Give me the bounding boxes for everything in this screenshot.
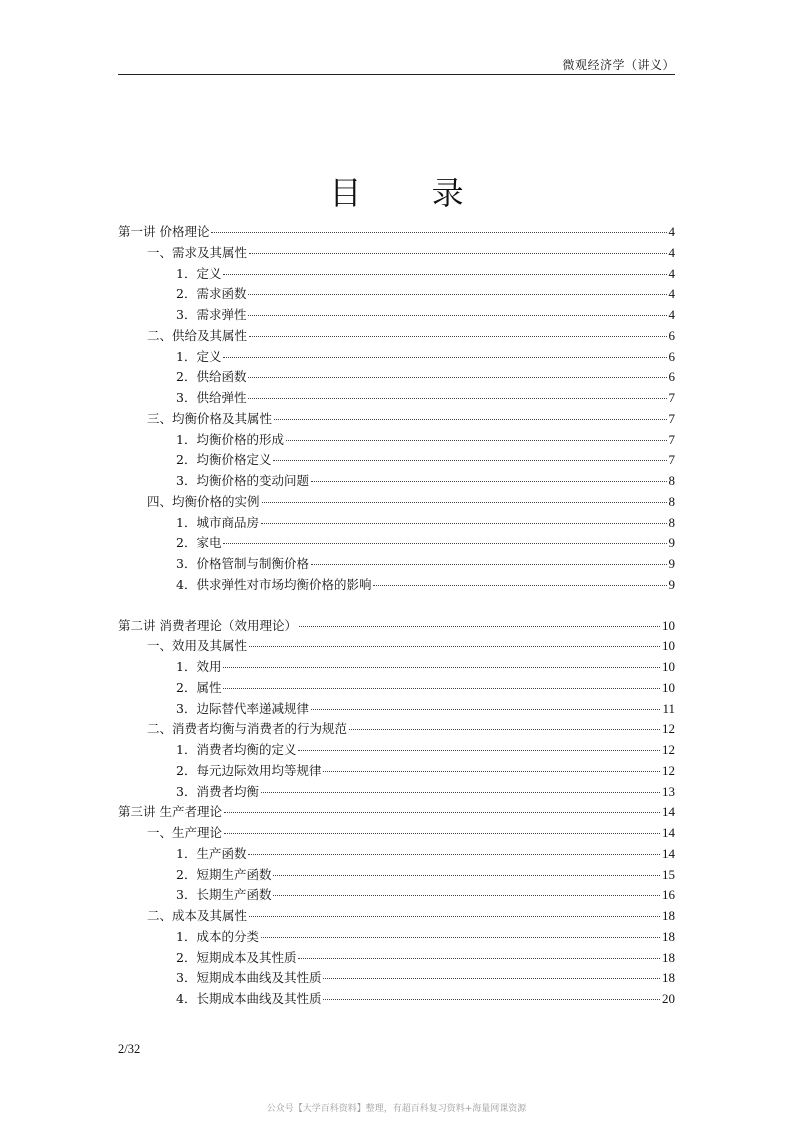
toc-entry-label: 二、成本及其属性	[147, 908, 248, 923]
toc-entry-label: 三、均衡价格及其属性	[147, 410, 273, 426]
toc-entry[interactable]	[118, 492, 675, 513]
toc-entry[interactable]	[118, 948, 675, 969]
toc-entry-label: 一、生产理论	[147, 825, 223, 840]
toc-dot-leader	[249, 336, 666, 337]
toc-dot-leader	[261, 792, 660, 793]
toc-dot-leader	[273, 895, 660, 896]
toc-entry-label: 1．定义	[176, 265, 222, 281]
toc-entry-page: 8	[668, 473, 675, 488]
toc-dot-leader	[262, 502, 667, 503]
toc-dot-leader	[223, 667, 660, 668]
toc-entry-page: 10	[662, 638, 675, 654]
toc-entry-label: 2．家电	[176, 535, 222, 551]
toc-entry-label: 3．价格管制与制衡价格	[176, 556, 309, 571]
toc-entry[interactable]	[118, 989, 675, 1010]
toc-entry-page: 16	[662, 887, 675, 903]
toc-entry[interactable]	[118, 367, 675, 388]
toc-entry[interactable]	[118, 968, 675, 989]
toc-entry-page: 14	[662, 825, 675, 840]
toc-dot-leader	[298, 958, 660, 959]
toc-dot-leader	[223, 274, 666, 275]
toc-entry-label: 第一讲 价格理论	[118, 224, 210, 239]
toc-entry-page: 11	[662, 700, 675, 716]
toc-dot-leader	[211, 232, 666, 233]
toc-entry-page: 8	[668, 514, 675, 530]
toc-entry-page: 18	[662, 908, 675, 923]
toc-dot-leader	[311, 564, 667, 565]
toc-entry-label: 3．供给弹性	[176, 390, 247, 405]
toc-dot-leader	[373, 585, 666, 586]
footer-watermark-note: 公众号【大学百科资料】整理，有超百科复习资料+海量网课资源	[266, 1104, 527, 1114]
toc-dot-leader	[249, 916, 660, 917]
toc-entry[interactable]	[118, 906, 675, 927]
toc-entry-page: 9	[668, 576, 675, 592]
toc-entry-page: 4	[668, 244, 675, 260]
toc-entry[interactable]	[118, 284, 675, 305]
toc-entry-page: 20	[662, 991, 675, 1006]
toc-dot-leader	[248, 854, 660, 855]
toc-entry-page: 6	[668, 348, 675, 364]
toc-entry-page: 8	[668, 493, 675, 509]
toc-entry-label: 二、消费者均衡与消费者的行为规范	[147, 721, 348, 737]
toc-entry-label: 2．短期生产函数	[176, 866, 272, 882]
toc-entry-page: 4	[668, 307, 675, 322]
toc-entry[interactable]	[118, 823, 675, 844]
header-divider	[118, 74, 675, 75]
toc-entry[interactable]	[118, 844, 675, 865]
toc-entry[interactable]	[118, 761, 675, 782]
toc-entry-label: 四、均衡价格的实例	[147, 493, 260, 509]
toc-entry-label: 3．均衡价格的变动问题	[176, 473, 309, 488]
toc-entry-label: 2．均衡价格定义	[176, 452, 272, 468]
toc-dot-leader	[323, 978, 660, 979]
toc-dot-leader	[249, 253, 666, 254]
toc-dot-leader	[224, 812, 660, 813]
page-number: 2/32	[118, 1042, 141, 1056]
toc-entry-label: 3．消费者均衡	[176, 783, 259, 799]
toc-entry-page: 4	[668, 265, 675, 281]
toc-entry[interactable]	[118, 678, 675, 699]
toc-dot-leader	[323, 771, 660, 772]
toc-entry-label: 2．供给函数	[176, 369, 247, 385]
toc-entry-page: 4	[668, 224, 675, 239]
toc-dot-leader	[223, 357, 666, 358]
toc-dot-leader	[248, 377, 666, 378]
toc-entry-page: 14	[662, 804, 675, 820]
toc-dot-leader	[298, 750, 660, 751]
toc-entry[interactable]	[118, 471, 675, 492]
toc-dot-leader	[248, 398, 666, 399]
toc-entry-page: 18	[662, 949, 675, 965]
toc-entry[interactable]	[118, 513, 675, 534]
toc-dot-leader	[248, 315, 666, 316]
toc-entry-label: 2．每元边际效用均等规律	[176, 762, 322, 778]
toc-entry[interactable]	[118, 533, 675, 554]
toc-dot-leader	[311, 709, 661, 710]
toc-entry-label: 1．均衡价格的形成	[176, 431, 284, 447]
toc-dot-leader	[223, 543, 666, 544]
toc-entry-page: 10	[662, 679, 675, 695]
toc-entry[interactable]	[118, 388, 675, 409]
toc-entry-label: 2．短期成本及其性质	[176, 949, 297, 965]
toc-entry-page: 6	[668, 369, 675, 385]
toc-entry[interactable]	[118, 657, 675, 678]
toc-entry-page: 7	[668, 390, 675, 405]
toc-entry-label: 2．需求函数	[176, 286, 247, 302]
toc-entry-label: 4．长期成本曲线及其性质	[176, 991, 322, 1006]
toc-entry[interactable]	[118, 782, 675, 803]
toc-entry-label: 1．成本的分类	[176, 928, 259, 944]
toc-dot-leader	[286, 440, 667, 441]
toc-entry[interactable]	[118, 409, 675, 430]
toc-entry-page: 13	[662, 783, 675, 799]
toc-dot-leader	[249, 646, 660, 647]
toc-entry-label: 第二讲 消费者理论（效用理论）	[118, 617, 297, 633]
table-of-contents	[118, 222, 675, 1010]
toc-entry[interactable]	[118, 305, 675, 326]
toc-entry[interactable]	[118, 575, 675, 596]
page-title: 目 录	[329, 174, 494, 212]
toc-entry-page: 14	[662, 845, 675, 861]
toc-entry-label: 1．城市商品房	[176, 514, 259, 530]
toc-entry-page: 6	[668, 327, 675, 343]
toc-entry-label: 二、供给及其属性	[147, 327, 248, 343]
toc-entry[interactable]	[118, 243, 675, 264]
toc-entry-page: 7	[668, 452, 675, 468]
toc-entry-label: 1．定义	[176, 348, 222, 364]
toc-entry-page: 10	[662, 617, 675, 633]
toc-entry-page: 7	[668, 431, 675, 447]
toc-dot-leader	[261, 523, 667, 524]
toc-dot-leader	[299, 626, 660, 627]
toc-dot-leader	[274, 419, 666, 420]
toc-entry-label: 第三讲 生产者理论	[118, 804, 222, 820]
toc-entry-label: 一、需求及其属性	[147, 244, 248, 260]
toc-entry-page: 9	[668, 556, 675, 571]
toc-entry[interactable]	[118, 222, 675, 243]
toc-entry-page: 10	[662, 659, 675, 674]
toc-entry[interactable]	[118, 740, 675, 761]
toc-entry-label: 4．供求弹性对市场均衡价格的影响	[176, 576, 372, 592]
toc-entry-page: 12	[662, 721, 675, 737]
toc-entry[interactable]	[118, 636, 675, 657]
toc-entry[interactable]	[118, 450, 675, 471]
toc-entry-page: 15	[662, 866, 675, 882]
toc-entry[interactable]	[118, 616, 675, 637]
toc-entry[interactable]	[118, 264, 675, 285]
toc-entry[interactable]	[118, 802, 675, 823]
toc-entry[interactable]	[118, 554, 675, 575]
running-header: 微观经济学（讲义）	[562, 58, 675, 72]
toc-entry-page: 12	[662, 742, 675, 757]
toc-dot-leader	[261, 937, 660, 938]
toc-entry[interactable]	[118, 430, 675, 451]
toc-dot-leader	[311, 481, 667, 482]
toc-entry-page: 18	[662, 928, 675, 944]
toc-entry[interactable]	[118, 865, 675, 886]
toc-dot-leader	[273, 875, 660, 876]
toc-dot-leader	[223, 688, 660, 689]
toc-entry-label: 3．需求弹性	[176, 307, 247, 322]
toc-entry-page: 4	[668, 286, 675, 302]
toc-entry[interactable]	[118, 699, 675, 720]
toc-entry-label: 3．长期生产函数	[176, 887, 272, 903]
toc-entry-label: 3．短期成本曲线及其性质	[176, 970, 322, 986]
toc-entry-label: 1．生产函数	[176, 845, 247, 861]
toc-dot-leader	[323, 999, 660, 1000]
toc-entry-label: 一、效用及其属性	[147, 638, 248, 654]
toc-entry-page: 7	[668, 410, 675, 426]
toc-dot-leader	[349, 729, 660, 730]
toc-entry-label: 2．属性	[176, 679, 222, 695]
toc-dot-leader	[248, 294, 666, 295]
toc-entry-page: 18	[662, 970, 675, 986]
toc-dot-leader	[224, 833, 660, 834]
toc-entry[interactable]	[118, 885, 675, 906]
toc-entry[interactable]	[118, 719, 675, 740]
toc-entry-label: 3．边际替代率递减规律	[176, 700, 309, 716]
toc-entry-label: 1．消费者均衡的定义	[176, 742, 297, 757]
toc-entry[interactable]	[118, 347, 675, 368]
toc-entry[interactable]	[118, 326, 675, 347]
toc-entry[interactable]	[118, 927, 675, 948]
toc-entry-page: 9	[668, 535, 675, 551]
toc-entry-page: 12	[662, 762, 675, 778]
toc-entry-label: 1．效用	[176, 659, 222, 674]
toc-dot-leader	[273, 460, 666, 461]
